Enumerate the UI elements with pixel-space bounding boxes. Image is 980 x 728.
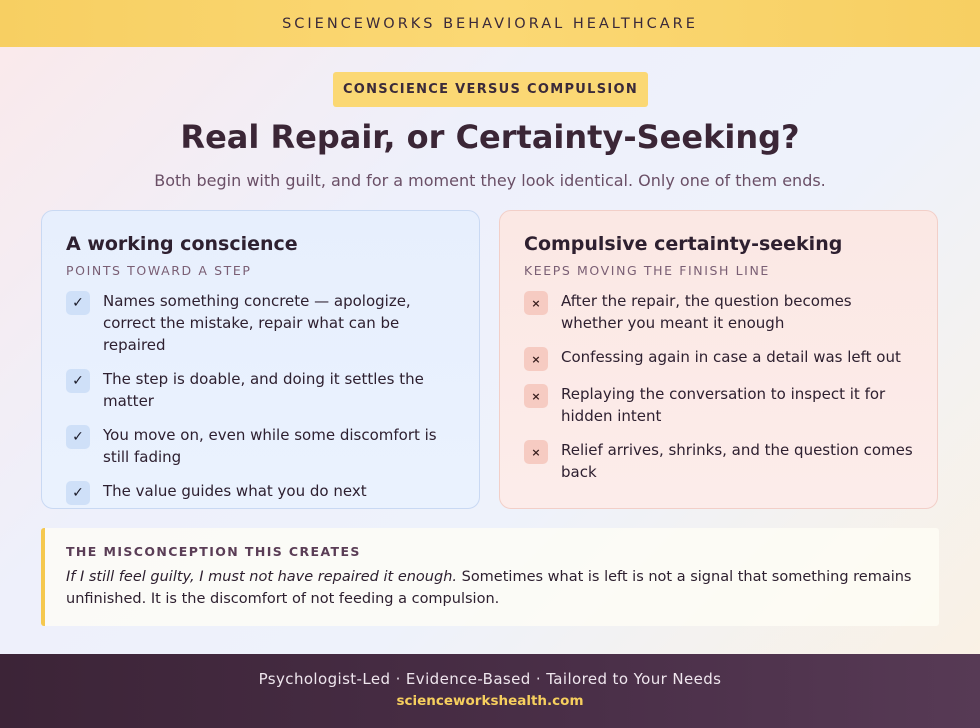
conscience-card-kicker: POINTS TOWARD A STEP [66,263,252,278]
callout-body [66,566,918,610]
list-item-text: Confessing again in case a detail was left out [561,348,901,366]
list-item-text: The value guides what you do next [103,482,367,500]
list-item [66,480,455,505]
list-item [66,424,455,468]
cross-icon: × [524,440,548,464]
list-item [524,346,913,371]
list-item-text: You move on, even while some discomfort is still fading [103,426,437,466]
check-icon: ✓ [66,291,90,315]
footer-tagline: Psychologist-Led · Evidence-Based · Tailored to Your Needs [258,670,722,688]
page-subtitle: Both begin with guilt, and for a moment they look identical. Only one of them ends. [154,171,826,190]
list-item-text: Relief arrives, shrinks, and the question comes back [561,441,913,481]
compulsion-card-kicker: KEEPS MOVING THE FINISH LINE [524,263,770,278]
cross-icon: × [524,291,548,315]
conscience-card [41,210,480,509]
list-item [66,290,455,356]
list-item-text: After the repair, the question becomes whether you meant it enough [561,292,852,332]
check-icon: ✓ [66,481,90,505]
compulsion-card [499,210,938,509]
list-item-text: Replaying the conversation to inspect it for hidden intent [561,385,886,425]
footer [0,654,980,728]
top-banner [0,0,980,47]
list-item [524,290,913,334]
cross-icon: × [524,384,548,408]
compulsion-card-title: Compulsive certainty-seeking [524,233,843,255]
page-title: Real Repair, or Certainty-Seeking? [180,118,800,156]
misconception-callout [41,528,939,626]
callout-heading: THE MISCONCEPTION THIS CREATES [66,544,361,559]
brand-name: SCIENCEWORKS BEHAVIORAL HEALTHCARE [282,15,698,32]
check-icon: ✓ [66,369,90,393]
conscience-card-title: A working conscience [66,233,298,255]
list-item [66,368,455,412]
cross-icon: × [524,347,548,371]
website-link[interactable]: scienceworkshealth.com [396,693,584,709]
list-item [524,439,913,483]
list-item [524,383,913,427]
check-icon: ✓ [66,425,90,449]
eyebrow-badge: CONSCIENCE VERSUS COMPULSION [333,72,648,107]
list-item-text: The step is doable, and doing it settles the matter [103,370,424,410]
callout-quote: If I still feel guilty, I must not have repaired it enough. [66,569,457,585]
callout-text: Sometimes what is left is not a signal that something remains unfinished. It is the discomfort of not feeding a compulsion. [66,569,912,607]
list-item-text: Names something concrete — apologize, correct the mistake, repair what can be repaired [103,292,411,354]
